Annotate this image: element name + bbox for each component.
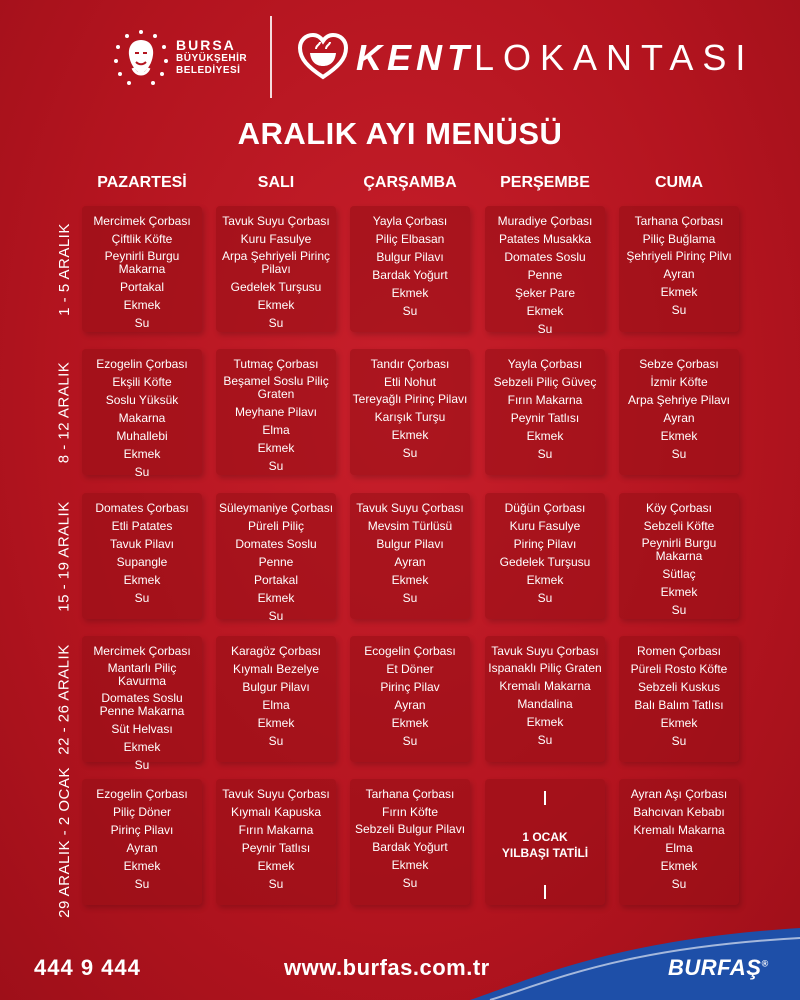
menu-item: Pirinç Pilav [380,680,440,694]
menu-item: Kıymalı Kapuska [230,805,322,819]
menu-item: Tavuk Suyu Çorbası [222,787,330,801]
menu-cell [350,493,470,619]
menu-item: Portakal [119,280,165,294]
menu-item: Ekmek [257,859,295,873]
menu-cell [485,206,605,336]
menu-cell [619,493,739,619]
menu-item: Peynirli Burgu Makarna [104,249,180,276]
menu-item: Ekşili Köfte [112,375,172,389]
menu-item: Su [134,758,150,772]
menu-item: Ekmek [660,585,698,599]
menu-item: Ispanaklı Piliç Graten [488,661,602,675]
menu-item: Ekmek [391,428,429,442]
menu-item: Soslu Yüksük Makarna [105,393,179,425]
menu-item: Su [268,459,284,473]
day-header: PAZARTESİ [97,174,187,191]
menu-item: Sebzeli Bulgur Pilavı [354,822,466,836]
menu-item: Ayran [663,267,695,281]
menu-item: Ekmek [123,573,161,587]
menu-item: Meyhane Pilavı [234,405,318,419]
menu-item: Elma [262,698,290,712]
menu-item: Ecogelin Çorbası [364,644,456,658]
menu-item: Tandır Çorbası [370,357,450,371]
menu-item: Muradiye Çorbası [497,214,593,228]
menu-cell [82,493,202,619]
menu-item: Ayran [663,411,695,425]
registered-mark: ® [761,958,769,969]
week-label-text: 15 - 19 ARALIK [55,500,73,612]
menu-item: Etli Nohut [383,375,437,389]
menu-item: Bardak Yoğurt [372,268,448,282]
menu-item: Domates Soslu Penne [504,250,586,282]
menu-cell [619,349,739,475]
menu-item: Su [402,304,418,318]
menu-item: Tutmaç Çorbası [233,357,319,371]
menu-item: Sebzeli Köfte [643,519,715,533]
week-label-text: 1 - 5 ARALIK [55,222,73,316]
menu-item: Bulgur Pilavı [242,680,310,694]
menu-item: Mandalina [517,697,573,711]
menu-item: Su [537,322,553,336]
menu-item: Ekmek [526,573,564,587]
menu-item: Domates Soslu Penne [235,537,317,569]
menu-item: Arpa Şehriyeli Pirinç Pilavı [221,249,331,276]
menu-item: Bahcıvan Kebabı [633,805,725,819]
menu-item: Kuru Fasulye [240,232,312,246]
footer-brand-name: BURFAŞ [668,955,762,980]
menu-item: Ekmek [391,716,429,730]
menu-item: Ekmek [391,858,429,872]
holiday-cell [485,779,605,905]
menu-item: Karışık Turşu [374,410,446,424]
menu-item: Yayla Çorbası [507,357,583,371]
menu-item: Ekmek [660,285,698,299]
menu-item: Fırın Makarna [238,823,314,837]
holiday-line2: YILBAŞI TATİLİ [501,846,589,860]
menu-item: Yayla Çorbası [372,214,448,228]
brand-bold: KENT [356,37,474,78]
menu-item: Gedelek Turşusu [499,555,591,569]
menu-item: Su [402,591,418,605]
menu-item: Ekmek [526,429,564,443]
menu-item: Kremalı Makarna [499,679,591,693]
menu-item: Domates Çorbası [95,501,189,515]
menu-item: Beşamel Soslu Piliç Graten [223,374,329,401]
menu-item: Sütlaç [662,567,696,581]
footer-brand [668,955,769,981]
menu-item: Ekmek [123,298,161,312]
menu-item: Piliç Elbasan [375,232,445,246]
menu-cell [216,493,336,623]
menu-item: Fırın Köfte [381,805,439,819]
brand-light: LOKANTASI [474,37,755,78]
menu-item: Tarhana Çorbası [634,214,724,228]
menu-item: Kuru Fasulye [509,519,581,533]
menu-item: Karagöz Çorbası [230,644,322,658]
menu-item: Ayran Aşı Çorbası [630,787,728,801]
menu-item: Elma [665,841,693,855]
menu-item: Su [537,447,553,461]
menu-item: Peynirli Burgu Makarna [641,536,717,563]
menu-item: Pirinç Pilavı [513,537,577,551]
menu-item: Su [537,733,553,747]
menu-item: Su [671,447,687,461]
menu-item: Su [134,465,150,479]
menu-item: Mercimek Çorbası [93,644,191,658]
menu-item: Ekmek [123,859,161,873]
menu-cell [82,206,202,332]
menu-cell [485,636,605,762]
menu-item: Şehriyeli Pirinç Pilvı [626,249,732,263]
day-header: PERŞEMBE [500,174,590,191]
holiday-text [502,829,588,861]
menu-cell [485,493,605,619]
menu-cell [350,349,470,475]
menu-item: Su [134,591,150,605]
menu-item: Düğün Çorbası [504,501,586,515]
menu-item: Portakal [253,573,299,587]
menu-item: Su [268,734,284,748]
menu-item: Ezogelin Çorbası [96,787,188,801]
header [0,0,800,110]
menu-item: Balı Balım Tatlısı [634,698,724,712]
day-header: CUMA [655,174,703,191]
footer-website[interactable]: www.burfas.com.tr [284,955,490,980]
holiday-divider [544,791,546,805]
menu-item: Et Döner [386,662,434,676]
menu-item: Su [402,446,418,460]
week-label-text: 8 - 12 ARALIK [55,361,73,463]
menu-item: Su [134,316,150,330]
menu-item: Fırın Makarna [507,393,583,407]
menu-item: Pirinç Pilavı [110,823,174,837]
holiday-divider [544,885,546,899]
menu-item: Kremalı Makarna [633,823,725,837]
menu-item: Ekmek [257,298,295,312]
menu-item: Ekmek [660,859,698,873]
day-header: SALI [257,174,295,191]
menu-cell [350,779,470,905]
menu-item: Süt Helvası [111,722,173,736]
menu-item: Ezogelin Çorbası [96,357,188,371]
menu-item: Bulgur Pilavı [376,250,444,264]
menu-cell [619,779,739,905]
menu-cell [350,206,470,332]
menu-item: Tavuk Suyu Çorbası [356,501,464,515]
menu-cell [350,636,470,762]
menu-item: Piliç Döner [112,805,172,819]
menu-item: Bulgur Pilavı [376,537,444,551]
menu-cell [485,349,605,475]
menu-item: Patates Musakka [498,232,592,246]
page-title: ARALIK AYI MENÜSÜ [237,116,563,151]
menu-item: Ekmek [391,573,429,587]
menu-item: Su [268,609,284,623]
municipality-line1: BURSA [176,37,236,53]
menu-item: Tarhana Çorbası [365,787,455,801]
day-header: ÇARŞAMBA [363,174,457,191]
menu-item: İzmir Köfte [650,375,708,389]
menu-item: Ekmek [660,716,698,730]
footer-phone: 444 9 444 [34,955,141,980]
menu-item: Ekmek [257,591,295,605]
menu-cell [216,349,336,475]
menu-item: Ekmek [123,740,161,754]
menu-item: Su [671,734,687,748]
brand-name [356,38,754,78]
menu-item: Ayran [394,698,426,712]
menu-item: Su [671,877,687,891]
menu-item: Peynir Tatlısı [510,411,580,425]
municipality-name [176,38,247,76]
menu-cell [216,636,336,762]
menu-item: Muhallebi [116,429,168,443]
menu-item: Ekmek [526,715,564,729]
menu-item: Su [537,591,553,605]
menu-item: Su [268,877,284,891]
menu-item: Tavuk Pilavı [109,537,175,551]
menu-item: Tereyağlı Pirinç Pilavı [352,392,468,406]
menu-item: Sebze Çorbası [639,357,719,371]
menu-cell [82,636,202,772]
holiday-line1: 1 OCAK [522,830,568,844]
menu-item: Ekmek [257,441,295,455]
menu-item: Domates Soslu Penne Makarna [99,691,185,718]
menu-item: Gedelek Turşusu [230,280,322,294]
menu-item: Tavuk Suyu Çorbası [222,214,330,228]
menu-item: Su [402,734,418,748]
menu-item: Ekmek [391,286,429,300]
menu-cell [82,779,202,905]
menu-cell [619,206,739,332]
menu-item: Arpa Şehriye Pilavı [627,393,731,407]
menu-item: Bardak Yoğurt [372,840,448,854]
menu-item: Su [671,303,687,317]
menu-item: Su [402,876,418,890]
menu-item: Püreli Rosto Köfte [630,662,728,676]
bursa-emblem-icon [112,26,170,90]
menu-item: Etli Patates [111,519,173,533]
menu-item: Ekmek [660,429,698,443]
menu-item: Tavuk Suyu Çorbası [491,644,599,658]
menu-item: Su [134,877,150,891]
week-label-text: 29 ARALIK - 2 OCAK [55,766,73,918]
menu-cell [619,636,739,762]
menu-item: Şeker Pare [514,286,576,300]
menu-item: Ekmek [257,716,295,730]
menu-item: Supangle [116,555,168,569]
menu-item: Ayran [394,555,426,569]
menu-item: Püreli Piliç [247,519,304,533]
menu-item: Su [671,603,687,617]
menu-item: Peynir Tatlısı [241,841,311,855]
menu-item: Süleymaniye Çorbası [218,501,334,515]
menu-item: Ekmek [526,304,564,318]
menu-cell [82,349,202,479]
menu-item: Ekmek [123,447,161,461]
logo-divider [270,16,272,98]
menu-item: Kıymalı Bezelye [232,662,320,676]
menu-item: Mantarlı Piliç Kavurma [107,661,177,688]
menu-item: Köy Çorbası [645,501,713,515]
menu-cell [216,779,336,905]
menu-item: Piliç Buğlama [642,232,716,246]
menu-item: Mevsim Türlüsü [367,519,453,533]
week-label-text: 22 - 26 ARALIK [55,643,73,755]
menu-item: Su [268,316,284,330]
menu-item: Romen Çorbası [636,644,722,658]
menu-item: Elma [262,423,290,437]
menu-item: Çiftlik Köfte [111,232,173,246]
municipality-line3: BELEDİYESİ [176,65,241,76]
municipality-line2: BÜYÜKŞEHİR [176,53,248,64]
menu-item: Ayran [126,841,158,855]
kent-lokantasi-heart-bowl-icon [298,33,348,81]
menu-item: Mercimek Çorbası [93,214,191,228]
menu-item: Sebzeli Piliç Güveç [493,375,597,389]
menu-item: Sebzeli Kuskus [637,680,721,694]
menu-cell [216,206,336,332]
